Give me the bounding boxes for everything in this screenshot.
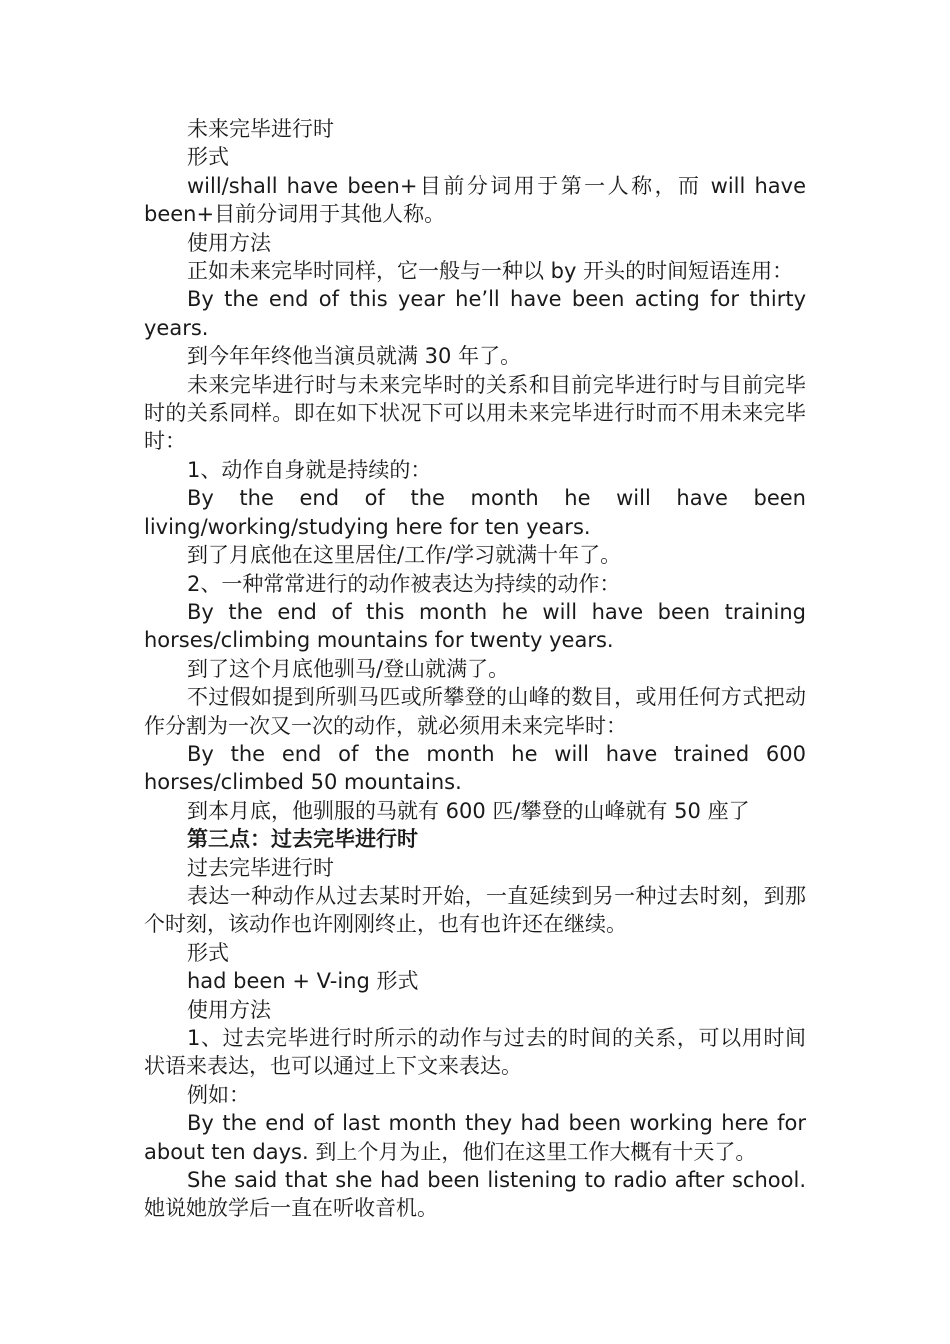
paragraph-subheading: 过去完毕进行时 <box>187 855 334 880</box>
paragraph-example-en: By the end of this year he’ll have been acting for thirty years. <box>144 287 806 340</box>
paragraph-example-zh: 到本月底，他驯服的马就有 600 匹/攀登的山峰就有 50 座了 <box>187 798 750 823</box>
paragraph-usage-label: 使用方法 <box>187 997 271 1022</box>
paragraph-example-zh: 到了这个月底他驯马/登山就满了。 <box>187 656 510 681</box>
paragraph-explanation: 未来完毕进行时与未来完毕时的关系和目前完毕进行时与目前完毕时的关系同样。即在如下状况下可以用未来完毕进行时而不用未来完毕时： <box>144 372 806 454</box>
paragraph-example-en: By the end of this month he will have been training horses/climbing mountains for twenty years. <box>144 599 806 653</box>
paragraph-usage-label: 使用方法 <box>187 230 271 255</box>
paragraph-form-label: 形式 <box>187 940 229 965</box>
paragraph-example-label: 例如： <box>187 1082 250 1107</box>
paragraph-form-rule: had been + V-ing 形式 <box>187 969 419 994</box>
paragraph-form-rule: will/shall have been+目前分词用于第一人称，而 will have been+目前分词用于其他人称。 <box>144 173 806 227</box>
paragraph-example-en: By the end of the month he will have trained 600 horses/climbed 50 mountains. <box>144 741 806 795</box>
paragraph-point-1: 1、动作自身就是持续的： <box>187 457 432 482</box>
paragraph-explanation: 不过假如提到所驯马匹或所攀登的山峰的数目，或用任何方式把动作分割为一次又一次的动作，就必须用未来完毕时： <box>144 685 806 738</box>
document-body <box>144 115 806 1223</box>
paragraph-heading: 未来完毕进行时 <box>187 117 334 141</box>
paragraph-example-zh: 到今年年终他当演员就满 30 年了。 <box>187 344 522 369</box>
paragraph-point-1: 1、过去完毕进行时所示的动作与过去的时间的关系，可以用时间状语来表达，也可以通过上下文来表达。 <box>144 1026 806 1079</box>
paragraph-example-zh: 到了月底他在这里居住/工作/学习就满十年了。 <box>187 543 622 568</box>
paragraph-point-2: 2、一种常常进行的动作被表达为持续的动作： <box>187 571 621 596</box>
paragraph-usage-text: 正如未来完毕时同样，它一般与一种以 by 开头的时间短语连用： <box>187 259 794 284</box>
section-heading: 第三点：过去完毕进行时 <box>187 827 418 852</box>
paragraph-example-en: By the end of the month he will have been living/working/studying here for ten years. <box>144 486 806 539</box>
paragraph-example-mixed: By the end of last month they had been working here for about ten days. 到上个月为止，他们在这里工作大概有十天了。 <box>144 1111 806 1164</box>
paragraph-example-mixed: She said that she had been listening to radio after school. 她说她放学后一直在听收音机。 <box>144 1168 806 1221</box>
paragraph-definition: 表达一种动作从过去某时开始，一直延续到另一种过去时刻，到那个时刻，该动作也许刚刚终止，也有也许还在继续。 <box>144 883 806 937</box>
paragraph-form-label: 形式 <box>187 145 229 170</box>
